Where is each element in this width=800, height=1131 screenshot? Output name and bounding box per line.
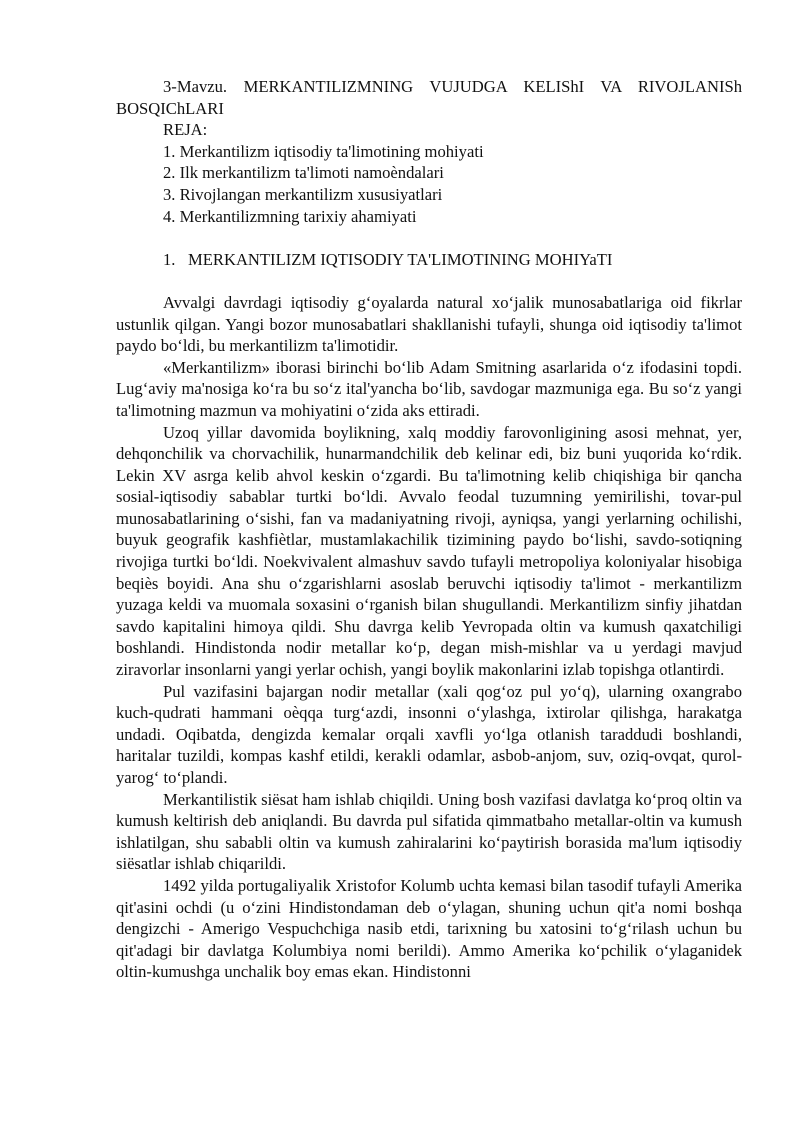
plan-label: REJA:: [163, 120, 208, 140]
paragraph: «Merkantilizm» iborasi birinchi bo‘lib Adam Smitning asarlarida o‘z ifodasini topdi. Lug‘aviy ma'nosiga ko‘ra bu so‘z ital'yancha bo‘lib, savdogar mazmuniga ega. Bu so‘z yangi ta'limotning mazmun va mohiyatini o‘zida aks ettiradi.: [116, 357, 742, 420]
section-number: 1.: [163, 249, 176, 269]
section-title: MERKANTILIZM IQTISODIY TA'LIMOTINING MOHIYaTI: [188, 249, 613, 269]
document-page: [116, 76, 742, 983]
paragraph: Avvalgi davrdagi iqtisodiy g‘oyalarda natural xo‘jalik munosabatlariga oid fikrlar ustunlik qilgan. Yangi bozor munosabatlari shakllanishi tufayli, shunga oid iqtisodiy ta'limot paydo bo‘ldi, bu merkantilizm ta'limotidir.: [116, 292, 742, 356]
topic-title: 3-Mavzu. MERKANTILIZMNING VUJUDGA KELIShI VA RIVOJLANISh BOSQIChLARI: [116, 77, 742, 118]
paragraph: Uzoq yillar davomida boylikning, xalq moddiy farovonligining asosi mehnat, yer, dehqonchilik va chorvachilik, hunarmandchilik deb kelinar edi, biz buni yuqorida ko‘rdik. Lekin XV asrga kelib ahvol keskin o‘zgardi. Bu ta'limotning kelib chiqishiga bir qancha sosial-iqtisodiy sabablar turtki bo‘ldi. Avvalo feodal tuzumning yemirilishi, tovar-pul munosabatlarining o‘sishi, fan va madaniyatning rivoji, ayniqsa, yangi yerlarning ochilishi, buyuk geografik kashfiètlar, mustamlakachilik tizimining paydo bo‘lishi, savdo-sotiqning rivojiga turtki bo‘ldi. Noekvivalent almashuv savdo tufayli metropoliya koloniyalar hisobiga beqiès boyidi. Ana shu o‘zgarishlarni asoslab beruvchi iqtisodiy ta'limot - merkantilizm yuzaga keldi va muomala soxasini o‘rganish bilan shugullandi. Merkantilizm sinfiy jihatdan savdo kapitalini himoya qildi. Shu davrga kelib Yevropada oltin va kumush qaxatchiligi boshlandi. Hindistonda nodir metallar ko‘p, degan mish-mishlar va u yerdagi mavjud ziravorlar insonlarni yangi yerlar ochish, yangi boylik makonlarini izlab topishga otlantirdi.: [116, 422, 742, 680]
plan-item: 2. Ilk merkantilizm ta'limoti namoèndalari: [163, 163, 444, 183]
plan-item: 4. Merkantilizmning tarixiy ahamiyati: [163, 206, 417, 226]
body-text: [116, 292, 742, 983]
paragraph: Pul vazifasini bajargan nodir metallar (xali qog‘oz pul yo‘q), ularning oxangrabo kuch-qudrati hammani oèqqa turg‘azdi, insonni o‘ylashga, ixtirolar qilishga, harakatga undadi. Oqibatda, dengizda kemalar orqali xavfli yo‘lga otlanish taraddudi boshlandi, haritalar tuzildi, kompas kashf etildi, kerakli odamlar, asbob-anjom, suv, oziq-ovqat, qurol-yarog‘ to‘plandi.: [116, 681, 742, 787]
section-heading: [116, 249, 742, 271]
plan-item: 1. Merkantilizm iqtisodiy ta'limotining mohiyati: [163, 141, 484, 161]
plan-item: 3. Rivojlangan merkantilizm xususiyatlari: [163, 184, 443, 204]
plan-block: [116, 119, 742, 227]
paragraph: 1492 yilda portugaliyalik Xristofor Kolumb uchta kemasi bilan tasodif tufayli Amerika qit'asini ochdi (u o‘zini Hindistondaman deb o‘ylagan, shuning uchun qit'a nomi boshqa dengizchi - Amerigo Vespuchchiga nasib etdi, tarixning bu xatosini to‘g‘rilash uchun bu qit'adagi bir davlatga Kolumbiya nomi berildi). Ammo Amerika ko‘pchilik o‘ylaganidek oltin-kumushga unchalik boy emas ekan. Hindistonni: [116, 875, 742, 982]
paragraph: Merkantilistik siësat ham ishlab chiqildi. Uning bosh vazifasi davlatga ko‘proq oltin va kumush keltirish deb aniqlandi. Bu davrda pul sifatida qimmatbaho metallar-oltin va kumush ishlatilgan, shu sababli oltin va kumush zahiralarini ko‘paytirish borasida ma'lum iqtisodiy siësatlar ishlab chiqarildi.: [116, 789, 742, 874]
